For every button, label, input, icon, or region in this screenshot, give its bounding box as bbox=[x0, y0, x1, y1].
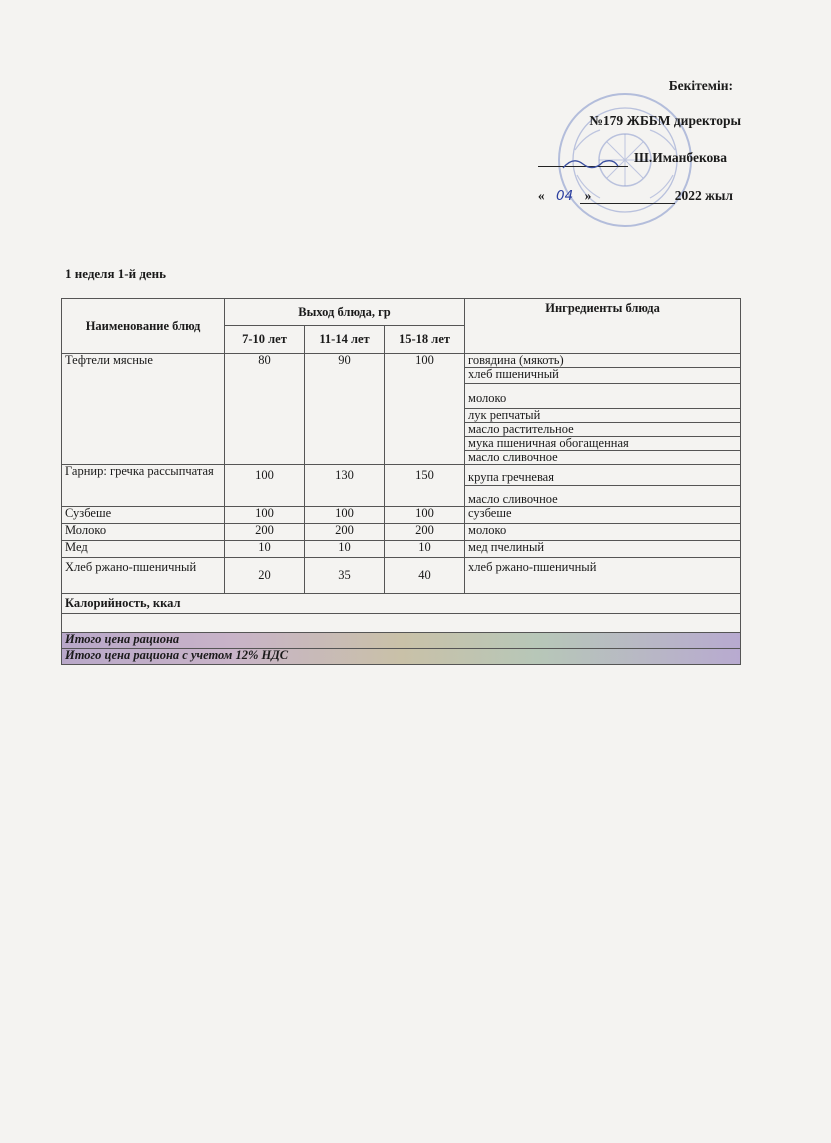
yield-7-10: 100 bbox=[225, 507, 305, 524]
header-age-3: 15-18 лет bbox=[385, 326, 465, 354]
date-prefix: « bbox=[537, 188, 545, 203]
yield-7-10: 10 bbox=[225, 541, 305, 558]
header-age-1: 7-10 лет bbox=[225, 326, 305, 354]
ingredient: масло растительное bbox=[465, 423, 740, 437]
ingredient: масло сливочное bbox=[468, 450, 558, 464]
yield-15-18: 40 bbox=[385, 558, 465, 594]
ingredients-list bbox=[465, 354, 741, 465]
total-price-vat: Итого цена рациона с учетом 12% НДС bbox=[62, 649, 741, 665]
yield-11-14: 100 bbox=[305, 507, 385, 524]
dish-name: Хлеб ржано-пшеничный bbox=[62, 558, 225, 594]
approval-organization: №179 ЖББМ директоры bbox=[589, 113, 741, 128]
ingredient: молоко bbox=[465, 524, 741, 541]
ingredient: мед пчелиный bbox=[465, 541, 741, 558]
ingredient: крупа гречневая bbox=[465, 465, 740, 486]
calories-label: Калорийность, ккал bbox=[62, 594, 741, 614]
dish-name: Мед bbox=[62, 541, 225, 558]
ingredient: мука пшеничная обогащенная bbox=[465, 437, 740, 451]
table-row bbox=[62, 541, 741, 558]
yield-15-18: 150 bbox=[385, 465, 465, 507]
date-day: 04 bbox=[556, 188, 574, 204]
approval-title: Бекітемін: bbox=[668, 78, 733, 93]
header-yield: Выход блюда, гр bbox=[225, 299, 465, 326]
yield-11-14: 90 bbox=[305, 354, 385, 465]
total-price: Итого цена рациона bbox=[62, 633, 741, 649]
ingredient: лук репчатый bbox=[465, 409, 740, 423]
yield-15-18: 200 bbox=[385, 524, 465, 541]
table-row bbox=[62, 524, 741, 541]
ingredients-list bbox=[465, 465, 741, 507]
ingredient: хлеб ржано-пшеничный bbox=[465, 558, 741, 594]
dish-name: Гарнир: гречка рассыпчатая bbox=[62, 465, 225, 507]
ingredient: молоко bbox=[465, 384, 740, 409]
ingredient: говядина (мякоть) bbox=[465, 354, 740, 368]
table-row bbox=[62, 558, 741, 594]
dish-name: Сузбеше bbox=[62, 507, 225, 524]
yield-15-18: 100 bbox=[385, 507, 465, 524]
table-row bbox=[62, 465, 741, 507]
dish-name: Молоко bbox=[62, 524, 225, 541]
yield-11-14: 10 bbox=[305, 541, 385, 558]
ingredient: масло сливочное bbox=[468, 492, 558, 506]
ingredient: сузбеше bbox=[465, 507, 741, 524]
ingredient: хлеб пшеничный bbox=[465, 368, 740, 384]
yield-11-14: 130 bbox=[305, 465, 385, 507]
header-age-2: 11-14 лет bbox=[305, 326, 385, 354]
yield-15-18: 100 bbox=[385, 354, 465, 465]
table-row bbox=[62, 507, 741, 524]
yield-7-10: 100 bbox=[225, 465, 305, 507]
header-dish-name: Наименование блюд bbox=[62, 299, 225, 354]
yield-11-14: 200 bbox=[305, 524, 385, 541]
yield-11-14: 35 bbox=[305, 558, 385, 594]
signature-line bbox=[538, 166, 628, 167]
yield-15-18: 10 bbox=[385, 541, 465, 558]
date-mid: » bbox=[584, 188, 592, 203]
approval-date bbox=[538, 188, 733, 204]
yield-7-10: 80 bbox=[225, 354, 305, 465]
director-name: Ш.Иманбекова bbox=[634, 150, 727, 165]
yield-7-10: 20 bbox=[225, 558, 305, 594]
blank-row bbox=[62, 614, 741, 633]
yield-7-10: 200 bbox=[225, 524, 305, 541]
week-day-title: 1 неделя 1-й день bbox=[65, 266, 167, 281]
header-ingredients: Ингредиенты блюда bbox=[465, 299, 741, 354]
date-year: 2022 жыл bbox=[674, 188, 733, 203]
table-row bbox=[62, 354, 741, 465]
menu-table bbox=[61, 298, 741, 665]
dish-name: Тефтели мясные bbox=[62, 354, 225, 465]
